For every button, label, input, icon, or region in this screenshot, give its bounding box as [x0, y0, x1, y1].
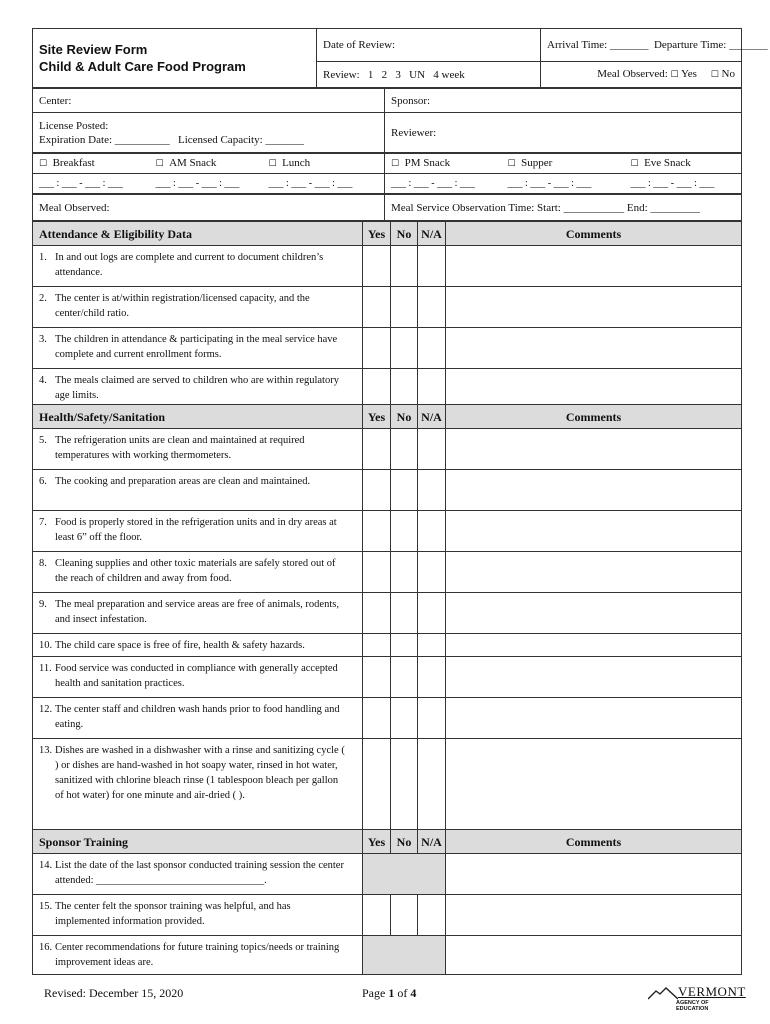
info-table: [32, 88, 742, 153]
question-text: The cooking and preparation areas are clean and maintained.: [55, 476, 311, 487]
page-mid: of: [394, 986, 411, 1000]
question-text: The refrigeration units are clean and maintained at required temperatures with working thermometers.: [55, 435, 305, 461]
license-posted: License Posted:: [39, 119, 109, 132]
yes-answer-cell[interactable]: [363, 369, 391, 405]
yes-answer-cell[interactable]: [363, 287, 391, 328]
na-answer-cell[interactable]: [418, 287, 446, 328]
yes-answer-cell[interactable]: [363, 246, 391, 287]
logo-subtitle: AGENCY OF EDUCATION: [676, 1000, 709, 1012]
question-text: Dishes are washed in a dishwasher with a rinse and sanitizing cycle ( ) or dishes are hand-washed in hot soapy water, rinsed in hot water, sanitized with chlorine bleach rinse (1 tablespoon bleach per gallon of hot water) for one minute and air-dried ( ).: [55, 745, 345, 801]
review-options: 1 2 3 UN 4 week: [367, 68, 465, 81]
yes-column-header: Yes: [363, 830, 391, 854]
no-answer-cell[interactable]: [391, 739, 418, 830]
meal-label-row: [33, 154, 742, 174]
no-answer-cell[interactable]: [391, 634, 418, 657]
question-row: [33, 552, 742, 593]
na-answer-cell[interactable]: [418, 246, 446, 287]
question-row: [33, 895, 742, 936]
meal-option[interactable]: [385, 154, 502, 174]
center-field[interactable]: Center:: [33, 89, 385, 113]
observed-table: [32, 194, 742, 221]
departure-time: Departure Time: _______: [653, 39, 768, 51]
yes-answer-cell[interactable]: [363, 552, 391, 593]
question-row: [33, 854, 742, 895]
arrival-time: Arrival Time: _______: [547, 39, 649, 51]
comments-cell[interactable]: [446, 854, 742, 895]
question-cell: [33, 854, 363, 895]
na-answer-cell[interactable]: [418, 698, 446, 739]
question-text: Food is properly stored in the refrigeration units and in dry areas at least 6” off the floor.: [55, 517, 337, 543]
comments-cell[interactable]: [446, 429, 742, 470]
no-column-header: No: [391, 222, 418, 246]
meal-time-field[interactable]: ___ : ___ - ___ : ___: [502, 174, 625, 194]
na-answer-cell[interactable]: [418, 429, 446, 470]
no-answer-cell[interactable]: [391, 895, 418, 936]
meal-time-field[interactable]: ___ : ___ - ___ : ___: [385, 174, 502, 194]
meal-time-field[interactable]: ___ : ___ - ___ : ___: [625, 174, 742, 194]
question-row: [33, 657, 742, 698]
meal-option[interactable]: [150, 154, 263, 174]
question-number: 16.: [39, 942, 53, 953]
meal-label: Eve Snack: [644, 157, 691, 169]
meal-time-field[interactable]: ___ : ___ - ___ : ___: [263, 174, 385, 194]
meal-observed-label: Meal Observed:: [597, 68, 668, 80]
section-title: Sponsor Training: [33, 830, 363, 854]
yes-answer-cell[interactable]: [363, 698, 391, 739]
comments-cell[interactable]: [446, 634, 742, 657]
observation-time-field[interactable]: Meal Service Observation Time: Start: ___________ End: _________: [385, 195, 742, 221]
question-number: 8.: [39, 558, 47, 569]
no-answer-cell[interactable]: [391, 593, 418, 634]
na-answer-cell[interactable]: [418, 511, 446, 552]
no-answer-cell[interactable]: [391, 552, 418, 593]
meal-time-field[interactable]: ___ : ___ - ___ : ___: [150, 174, 263, 194]
na-column-header: N/A: [418, 222, 446, 246]
license-field[interactable]: [33, 113, 385, 153]
page-number: [362, 986, 416, 1001]
na-answer-cell[interactable]: [418, 470, 446, 511]
question-cell: [33, 511, 363, 552]
comments-cell[interactable]: [446, 936, 742, 975]
checkbox-icon[interactable]: ☐: [507, 159, 516, 169]
reviewer-field[interactable]: Reviewer:: [385, 113, 742, 153]
checkbox-icon[interactable]: ☐: [391, 159, 400, 169]
question-cell: [33, 593, 363, 634]
mountain-icon: [648, 986, 678, 1000]
comments-cell[interactable]: [446, 657, 742, 698]
yes-answer-cell[interactable]: [363, 470, 391, 511]
review-field[interactable]: [317, 62, 541, 88]
comments-cell[interactable]: [446, 739, 742, 830]
question-cell: [33, 895, 363, 936]
meal-option[interactable]: [33, 154, 150, 174]
yes-answer-cell[interactable]: [363, 429, 391, 470]
comments-cell[interactable]: [446, 895, 742, 936]
question-text: The child care space is free of fire, health & safety hazards.: [55, 640, 305, 651]
meal-label: Supper: [521, 157, 553, 169]
na-answer-cell[interactable]: [418, 895, 446, 936]
comments-column-header: Comments: [446, 405, 742, 429]
no-answer-cell[interactable]: [391, 328, 418, 369]
meal-observed-field[interactable]: Meal Observed:: [33, 195, 385, 221]
question-text: The meals claimed are served to children who are within regulatory age limits.: [55, 375, 339, 401]
logo-word: VERMONT: [678, 984, 746, 999]
question-cell: [33, 429, 363, 470]
question-text: In and out logs are complete and current to document children’s attendance.: [55, 252, 324, 278]
question-row: [33, 739, 742, 830]
question-row: [33, 470, 742, 511]
question-row: [33, 328, 742, 369]
no-answer-cell[interactable]: [391, 698, 418, 739]
page-total: 4: [410, 986, 417, 1000]
yes-answer-cell[interactable]: [363, 593, 391, 634]
section-title: Health/Safety/Sanitation: [33, 405, 363, 429]
comments-cell[interactable]: [446, 511, 742, 552]
vermont-logo: [648, 984, 746, 1012]
questions-table: [32, 221, 742, 975]
question-text: Food service was conducted in compliance with generally accepted health and sanitation practices.: [55, 663, 338, 689]
section-header: [33, 405, 742, 429]
question-number: 7.: [39, 517, 47, 528]
question-text: The center felt the sponsor training was helpful, and has implemented information provided.: [55, 901, 291, 927]
question-row: [33, 936, 742, 975]
checkbox-icon[interactable]: ☐: [630, 159, 639, 169]
yes-answer-cell[interactable]: [363, 511, 391, 552]
question-row: [33, 593, 742, 634]
comments-cell[interactable]: [446, 369, 742, 405]
comments-cell[interactable]: [446, 552, 742, 593]
question-text: The meal preparation and service areas are free of animals, rodents, and insect infestation.: [55, 599, 339, 625]
na-column-header: N/A: [418, 830, 446, 854]
question-number: 12.: [39, 704, 53, 715]
comments-cell[interactable]: [446, 287, 742, 328]
form-title: [33, 29, 317, 88]
no-answer-cell[interactable]: [391, 246, 418, 287]
arrival-departure-field[interactable]: [541, 29, 768, 62]
question-number: 14.: [39, 860, 53, 871]
no-answer-cell[interactable]: [391, 511, 418, 552]
comments-cell[interactable]: [446, 328, 742, 369]
question-number: 2.: [39, 293, 47, 304]
question-text: The center is at/within registration/licensed capacity, and the center/child ratio.: [55, 293, 310, 319]
question-cell: [33, 657, 363, 698]
yes-column-header: Yes: [363, 222, 391, 246]
question-number: 13.: [39, 745, 53, 756]
na-answer-cell[interactable]: [418, 657, 446, 698]
form-title-line2: Child & Adult Care Food Program: [39, 59, 246, 74]
question-row: [33, 246, 742, 287]
question-number: 4.: [39, 375, 47, 386]
question-cell: [33, 246, 363, 287]
meal-option[interactable]: [263, 154, 385, 174]
expiration-date: Expiration Date: __________: [39, 133, 170, 146]
meal-label: AM Snack: [169, 157, 217, 169]
checkbox-icon[interactable]: ☐: [39, 159, 48, 169]
meal-time-row: [33, 174, 742, 194]
na-answer-cell[interactable]: [418, 634, 446, 657]
question-cell: [33, 470, 363, 511]
comments-column-header: Comments: [446, 222, 742, 246]
no-answer-cell[interactable]: [391, 287, 418, 328]
question-row: [33, 369, 742, 405]
yes-answer-cell[interactable]: [363, 634, 391, 657]
checkbox-icon[interactable]: ☐: [155, 159, 164, 169]
na-answer-cell[interactable]: [418, 739, 446, 830]
question-number: 10.: [39, 640, 53, 651]
question-row: [33, 429, 742, 470]
question-number: 11.: [39, 663, 52, 674]
question-number: 1.: [39, 252, 47, 263]
no-answer-cell[interactable]: [391, 657, 418, 698]
sponsor-field[interactable]: Sponsor:: [385, 89, 742, 113]
question-row: [33, 287, 742, 328]
no-answer-cell[interactable]: [391, 470, 418, 511]
question-cell: [33, 328, 363, 369]
meal-time-field[interactable]: ___ : ___ - ___ : ___: [33, 174, 150, 194]
na-column-header: N/A: [418, 405, 446, 429]
question-text: The center staff and children wash hands prior to food handling and eating.: [55, 704, 340, 730]
license-dates: [39, 133, 378, 147]
comments-column-header: Comments: [446, 830, 742, 854]
yes-answer-cell[interactable]: [363, 328, 391, 369]
question-row: [33, 511, 742, 552]
meal-observed-yn: [541, 62, 742, 88]
question-number: 15.: [39, 901, 53, 912]
question-cell: [33, 936, 363, 975]
answer-disabled: [363, 854, 446, 895]
page-prefix: Page: [362, 986, 389, 1000]
date-of-review-field[interactable]: Date of Review:: [317, 29, 541, 62]
review-label: Review:: [323, 68, 360, 81]
comments-cell[interactable]: [446, 470, 742, 511]
question-text: List the date of the last sponsor conducted training session the center attended: ________________________________.: [55, 860, 344, 886]
no-column-header: No: [391, 405, 418, 429]
yes-answer-cell[interactable]: [363, 657, 391, 698]
meal-option[interactable]: [625, 154, 742, 174]
no-option: No: [721, 68, 735, 80]
question-number: 3.: [39, 334, 47, 345]
site-review-form: [32, 28, 768, 975]
licensed-capacity: Licensed Capacity: _______: [178, 133, 304, 146]
na-answer-cell[interactable]: [418, 369, 446, 405]
question-cell: [33, 552, 363, 593]
na-answer-cell[interactable]: [418, 593, 446, 634]
section-title: Attendance & Eligibility Data: [33, 222, 363, 246]
section-header: [33, 222, 742, 246]
question-row: [33, 634, 742, 657]
question-row: [33, 698, 742, 739]
header-table: [32, 28, 768, 88]
question-number: 5.: [39, 435, 47, 446]
question-cell: [33, 698, 363, 739]
na-answer-cell[interactable]: [418, 328, 446, 369]
comments-cell[interactable]: [446, 246, 742, 287]
no-column-header: No: [391, 830, 418, 854]
question-cell: [33, 287, 363, 328]
comments-cell[interactable]: [446, 698, 742, 739]
question-text: The children in attendance & participating in the meal service have complete and current enrollment forms.: [55, 334, 338, 360]
question-cell: [33, 634, 363, 657]
no-answer-cell[interactable]: [391, 369, 418, 405]
question-cell: [33, 739, 363, 830]
checkbox-icon[interactable]: ☐: [268, 159, 277, 169]
question-cell: [33, 369, 363, 405]
yes-column-header: Yes: [363, 405, 391, 429]
checkbox-icon[interactable]: ☐: [670, 70, 679, 80]
form-title-line1: Site Review Form: [39, 42, 148, 57]
page-current: 1: [388, 986, 395, 1000]
answer-disabled: [363, 936, 446, 975]
revised-date: Revised: December 15, 2020: [44, 986, 184, 1000]
no-answer-cell[interactable]: [391, 429, 418, 470]
section-header: [33, 830, 742, 854]
checkbox-icon[interactable]: ☐: [710, 70, 719, 80]
question-text: Cleaning supplies and other toxic materials are safely stored out of the reach of children and away from food.: [55, 558, 336, 584]
question-text: Center recommendations for future training topics/needs or training improvement ideas are.: [55, 942, 340, 968]
yes-answer-cell[interactable]: [363, 739, 391, 830]
na-answer-cell[interactable]: [418, 552, 446, 593]
meal-label: Breakfast: [52, 157, 95, 169]
meal-option[interactable]: [502, 154, 625, 174]
yes-answer-cell[interactable]: [363, 895, 391, 936]
meal-times-table: [32, 153, 742, 194]
question-number: 6.: [39, 476, 47, 487]
yes-option: Yes: [680, 68, 697, 80]
meal-label: PM Snack: [404, 157, 451, 169]
meal-label: Lunch: [282, 157, 311, 169]
question-number: 9.: [39, 599, 47, 610]
comments-cell[interactable]: [446, 593, 742, 634]
